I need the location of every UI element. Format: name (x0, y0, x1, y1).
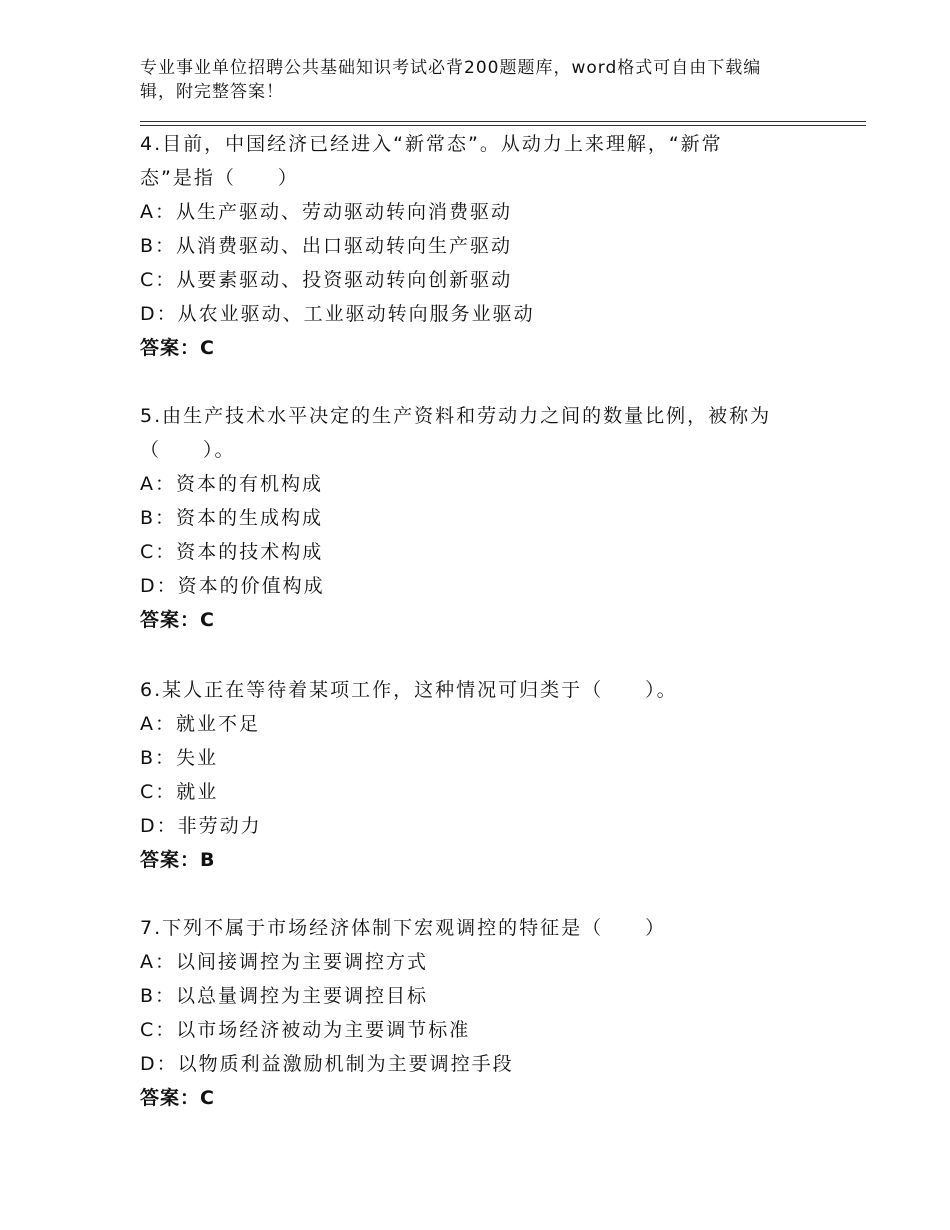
header-line-2: 辑，附完整答案！ (140, 82, 284, 102)
option-d: D：以物质利益激励机制为主要调控手段 (140, 1053, 514, 1075)
question-stem-line-1: 4.目前，中国经济已经进入“新常态”。从动力上来理解，“新常 (140, 133, 723, 155)
header-line-1: 专业事业单位招聘公共基础知识考试必背200题题库，word格式可自由下载编 (140, 58, 762, 78)
answer-value: B (200, 849, 216, 871)
question-7 (140, 911, 820, 1115)
question-stem-line-2: 态”是指（ ） (140, 167, 299, 189)
answer-line (140, 331, 820, 365)
question-4 (140, 127, 820, 365)
answer-label: 答案： (140, 337, 201, 359)
header-divider-bottom (140, 125, 866, 126)
answer-label: 答案： (140, 849, 201, 871)
header-divider-top (140, 121, 866, 122)
answer-line (140, 843, 820, 877)
option-d: D：从农业驱动、工业驱动转向服务业驱动 (140, 303, 535, 325)
question-stem-line-1: 6.某人正在等待着某项工作，这种情况可归类于（ ）。 (140, 679, 678, 701)
option-b: B：以总量调控为主要调控目标 (140, 985, 429, 1007)
answer-line (140, 603, 820, 637)
option-a: A：以间接调控为主要调控方式 (140, 951, 428, 973)
answer-value: C (200, 337, 215, 359)
question-6 (140, 673, 820, 877)
option-c: C：资本的技术构成 (140, 541, 324, 563)
option-c: C：以市场经济被动为主要调节标准 (140, 1019, 471, 1041)
option-a: A：资本的有机构成 (140, 473, 323, 495)
option-a: A：就业不足 (140, 713, 260, 735)
option-c: C：从要素驱动、投资驱动转向创新驱动 (140, 269, 513, 291)
question-stem-line-1: 5.由生产技术水平决定的生产资料和劳动力之间的数量比例，被称为 (140, 405, 772, 427)
answer-value: C (200, 609, 215, 631)
option-d: D：资本的价值构成 (140, 575, 325, 597)
option-c: C：就业 (140, 781, 219, 803)
document-header (140, 56, 800, 104)
answer-line (140, 1081, 820, 1115)
question-5 (140, 399, 820, 637)
option-b: B：失业 (140, 747, 219, 769)
option-d: D：非劳动力 (140, 815, 262, 837)
question-stem-line-2: （ ）。 (140, 439, 236, 461)
question-stem-line-1: 7.下列不属于市场经济体制下宏观调控的特征是（ ） (140, 917, 667, 939)
option-a: A：从生产驱动、劳动驱动转向消费驱动 (140, 201, 512, 223)
answer-label: 答案： (140, 609, 201, 631)
option-b: B：资本的生成构成 (140, 507, 324, 529)
answer-label: 答案： (140, 1087, 201, 1109)
answer-value: C (200, 1087, 215, 1109)
option-b: B：从消费驱动、出口驱动转向生产驱动 (140, 235, 513, 257)
